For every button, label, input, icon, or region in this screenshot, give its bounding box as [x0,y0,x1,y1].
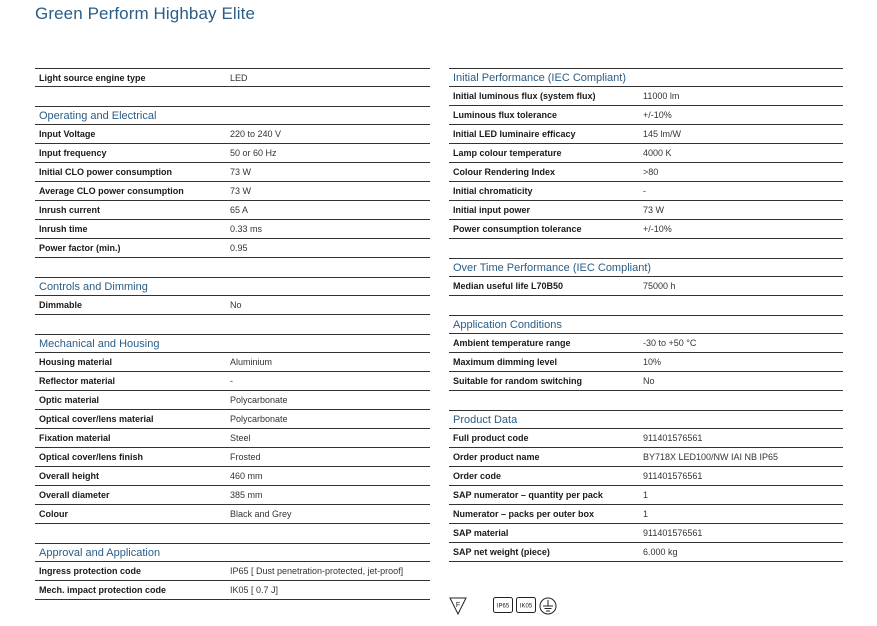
spec-row [449,277,843,296]
spec-value: 220 to 240 V [230,129,282,139]
spec-label: Initial chromaticity [453,186,533,196]
spec-row [35,505,430,524]
spec-value: 73 W [230,186,252,196]
spec-value: LED [230,73,248,83]
spec-label: Mech. impact protection code [39,585,167,595]
spec-label: SAP net weight (piece) [453,547,550,557]
spec-row [449,543,843,562]
f-mark-triangle-icon [449,597,467,615]
spec-row [449,429,843,448]
section-application-conditions [449,315,843,391]
spec-label: Maximum dimming level [453,357,558,367]
spec-label: Input Voltage [39,129,96,139]
spec-row [35,125,430,144]
spec-label: Colour [39,509,68,519]
spec-value: 460 mm [230,471,263,481]
section-heading: Application Conditions [449,315,843,334]
spec-value: 73 W [643,205,665,215]
spec-value: -30 to +50 °C [643,338,697,348]
spec-value: Steel [230,433,251,443]
spec-value: IK05 [ 0.7 J] [230,585,279,595]
spec-label: Light source engine type [39,73,146,83]
spec-row [35,201,430,220]
section-product-data [449,410,843,562]
spec-label: Initial LED luminaire efficacy [453,129,576,139]
spec-value: Frosted [230,452,261,462]
spec-value: 10% [643,357,662,367]
spec-row [449,87,843,106]
ik05-badge-text: IK05 [519,603,533,610]
spec-label: Optic material [39,395,100,405]
spec-row [35,163,430,182]
spec-label: Power consumption tolerance [453,224,582,234]
spec-row [449,372,843,391]
spec-row [449,467,843,486]
page-title: Green Perform Highbay Elite [35,4,256,23]
spec-row [35,467,430,486]
spec-label: Lamp colour temperature [453,148,562,158]
spec-value: Polycarbonate [230,414,288,424]
spec-value: Aluminium [230,357,273,367]
spec-value: - [230,376,233,386]
section-heading: Initial Performance (IEC Compliant) [449,68,843,87]
ik05-badge-icon [516,597,536,613]
spec-value: Polycarbonate [230,395,288,405]
spec-label: Suitable for random switching [453,376,583,386]
ip65-badge-icon [493,597,513,613]
earth-ground-icon [539,597,557,615]
spec-label: Housing material [39,357,113,367]
spec-row [35,448,430,467]
spec-row [35,562,430,581]
spec-value: No [643,376,655,386]
spec-label: Fixation material [39,433,111,443]
spec-row [35,296,430,315]
spec-row [449,125,843,144]
spec-label: Order product name [453,452,540,462]
spec-value: 0.95 [230,243,248,253]
spec-value: 65 A [230,205,249,215]
spec-label: Ingress protection code [39,566,142,576]
section-heading: Over Time Performance (IEC Compliant) [449,258,843,277]
spec-label: SAP numerator – quantity per pack [453,490,603,500]
spec-value: >80 [643,167,659,177]
spec-row [449,220,843,239]
spec-value: No [230,300,242,310]
spec-value: +/-10% [643,110,672,120]
spec-label: Luminous flux tolerance [453,110,558,120]
spec-row [35,144,430,163]
spec-row [449,353,843,372]
spec-label: SAP material [453,528,509,538]
spec-row [449,486,843,505]
spec-row [449,106,843,125]
spec-value: IP65 [ Dust penetration-protected, jet-proof] [230,566,404,576]
spec-row [35,353,430,372]
section-heading: Mechanical and Housing [35,334,430,353]
spec-value: 50 or 60 Hz [230,148,277,158]
spec-row [35,182,430,201]
spec-label: Dimmable [39,300,83,310]
left-spec-column [35,68,430,600]
section-heading: Operating and Electrical [35,106,430,125]
spec-row-light-source [35,68,430,87]
spec-label: Power factor (min.) [39,243,121,253]
spec-label: Numerator – packs per outer box [453,509,595,519]
spec-value: 6.000 kg [643,547,678,557]
spec-value: - [643,186,646,196]
spec-row [35,220,430,239]
spec-label: Inrush time [39,224,88,234]
spec-row [449,524,843,543]
spec-label: Full product code [453,433,529,443]
spec-value: 1 [643,509,649,519]
section-approval-application [35,543,430,600]
section-operating-electrical [35,106,430,258]
spec-value: BY718X LED100/NW IAI NB IP65 [643,452,779,462]
section-controls-dimming [35,277,430,315]
spec-label: Optical cover/lens material [39,414,154,424]
spec-value: Black and Grey [230,509,292,519]
spec-row [35,581,430,600]
section-over-time-performance [449,258,843,296]
spec-label: Ambient temperature range [453,338,571,348]
f-mark-text: F [455,602,461,609]
spec-label: Initial CLO power consumption [39,167,173,177]
spec-label: Overall height [39,471,100,481]
spec-value: +/-10% [643,224,672,234]
spec-row [35,239,430,258]
spec-value: 11000 lm [643,91,680,101]
spec-row [35,486,430,505]
spec-label: Initial luminous flux (system flux) [453,91,596,101]
section-heading: Approval and Application [35,543,430,562]
spec-label: Order code [453,471,502,481]
right-spec-column [449,68,843,562]
spec-label: Optical cover/lens finish [39,452,144,462]
spec-value: 385 mm [230,490,263,500]
spec-row [35,391,430,410]
spec-row [449,505,843,524]
section-heading: Controls and Dimming [35,277,430,296]
spec-row [449,448,843,467]
spec-label: Average CLO power consumption [39,186,184,196]
spec-value: 911401576561 [643,471,703,481]
spec-value: 1 [643,490,649,500]
spec-value: 911401576561 [643,528,703,538]
section-heading: Product Data [449,410,843,429]
spec-value: 911401576561 [643,433,703,443]
spec-row [449,334,843,353]
spec-row [35,372,430,391]
spec-value: 75000 h [643,281,676,291]
spec-label: Reflector material [39,376,116,386]
spec-label: Colour Rendering Index [453,167,556,177]
section-mechanical-housing [35,334,430,524]
spec-row [449,163,843,182]
spec-label: Inrush current [39,205,101,215]
spec-label: Input frequency [39,148,107,158]
spec-label: Median useful life L70B50 [453,281,564,291]
spec-value: 145 lm/W [643,129,682,139]
spec-row [449,201,843,220]
spec-label: Overall diameter [39,490,110,500]
spec-row [35,429,430,448]
spec-label: Initial input power [453,205,530,215]
spec-value: 4000 K [643,148,672,158]
spec-row [449,182,843,201]
spec-row [449,144,843,163]
ip65-badge-text: IP65 [496,603,510,610]
spec-value: 73 W [230,167,252,177]
spec-value: 0.33 ms [230,224,263,234]
spec-row [35,410,430,429]
section-initial-performance [449,68,843,239]
